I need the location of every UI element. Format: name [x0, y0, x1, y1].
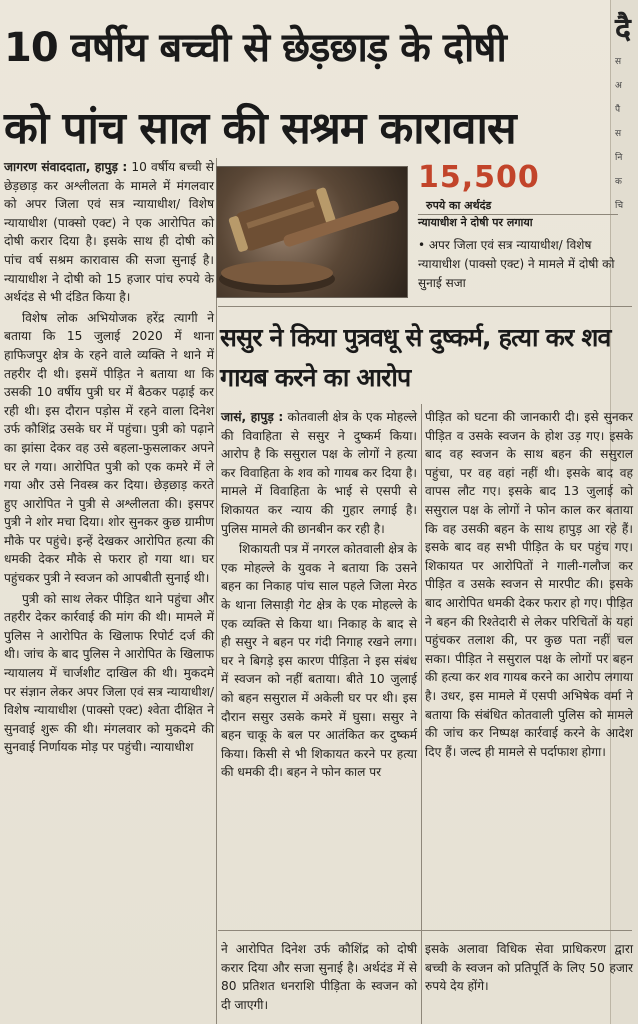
fine-box: [418, 160, 618, 230]
adjacent-text-fragment: चि: [615, 201, 624, 211]
story1-para2: विशेष लोक अभियोजक हरेंद्र त्यागी ने बताया कि 15 जुलाई 2020 में थाना हाफिजपुर क्षेत्र के रहने वाले व्यक्ति ने थाने में तहरीर दी थी। इसमें पीड़ित ने बताया था कि उसकी 10 वर्षीय पुत्री घर में बैठकर पढ़ाई कर रही थी। इस दौरान पड़ोस में रहने वाला दिनेश उर्फ कौशिंद्र उसके घर में पहुंचा। पुत्री को पढ़ाने का झांसा देकर वह उसे बहला-फुसलाकर अपने घर ले गया। आरोपित पुत्री को एक कमरे में ले गया और उसे निवस्त्र कर दिया। छेड़छाड़ करते हुए आरोपित ने पुत्री से अश्लीलता की। इसपर पुत्री ने शोर मचा दिया। शोर सुनकर कुछ ग्रामीण मौके पर पहुंचे। इन्हें देखकर आरोपित हत्या की धमकी देकर मौके से फरार हो गया था। घर पहुंचकर पुत्री ने स्वजन को आपबीती सुनाई थी।: [4, 310, 214, 586]
story2-para3: पीड़ित को घटना की जानकारी दी। इसे सुनकर पीड़ित व उसके स्वजन के होश उड़ गए। इसके बाद वह स्वजन के साथ बहन की ससुराल पहुंचा, पर वह वहां नहीं थी। इसके बाद वह वापस लौट गए। इसके बाद 13 जुलाई को ससुराल पक्ष के लोगों ने फोन काल कर बताया कि वह उसकी बहन के साथ हापुड़ आ रहे हैं। इसके बाद वह सभी पीड़ित के घर पहुंच गए। शिकायत पर आरोपितों ने गाली-गलौज कर पीड़ित व उसके स्वजन से मारपीट की। इसके बाद आरोपित धमकी देकर फरार हो गए। पीड़ित ने बहन की रिश्तेदारी से लेकर परिचितों के यहां पहुंचकर तलाश की, पर कुछ पता नहीं चल सका। पीड़ित ने ससुराल पक्ष के लोगों पर बहन की हत्या कर शव गायब करने का आरोप लगाया है। उधर, इस मामले में एसपी अभिषेक वर्मा ने बताया कि संबंधित कोतवाली पुलिस को मामले की जांच कर निष्पक्ष कार्रवाई करने के आदेश दिए हैं। जल्द ही मामले से पर्दाफाश होगा।: [425, 410, 633, 759]
story1-continuation-a: ने आरोपित दिनेश उर्फ कौशिंद्र को दोषी करार दिया और सजा सुनाई है। अर्थदंड में से 80 प्रतिशत धनराशि पीड़िता के स्वजन को दी जाएगी।: [221, 942, 417, 1012]
story2-para1: कोतवाली क्षेत्र के एक मोहल्ले की विवाहिता से ससुर ने दुष्कर्म किया। आरोप है कि ससुराल पक्ष के लोगों ने हत्या कर विवाहिता के शव को गायब कर दिया है। मामले में विवाहिता के भाई से एसपी से शिकायत कर न्याय की गुहार लगाई है। पुलिस मामले की छानबीन कर रही है।: [221, 410, 418, 536]
story2-column-b: [425, 408, 633, 763]
story1-para1: 10 वर्षीय बच्ची से छेड़छाड़ कर अश्लीलता के मामले में मंगलवार को अपर जिला एवं सत्र न्यायाधीश/ विशेष न्यायाधीश (पाक्सो एक्ट) ने एक आरोपित को दोषी करार दिया है। इसके साथ ही दोषी को पांच वर्ष सश्रम कारावास की सजा सुनाई है। न्यायाधीश ने दोषी को 15 हजार पांच रुपये के अर्थदंड से भी दंडित किया है।: [4, 160, 214, 305]
story2-byline: जासं, हापुड़ :: [221, 410, 284, 424]
story1-byline: जागरण संवाददाता, हापुड़ :: [4, 160, 128, 174]
adjacent-text-fragment: स: [615, 57, 622, 67]
summary-bullet: • अपर जिला एवं सत्र न्यायाधीश/ विशेष न्यायाधीश (पाक्सो एक्ट) ने मामले में दोषी को सुनाई सजा: [418, 238, 615, 290]
story-divider: [218, 930, 632, 931]
adjacent-text-fragment: नि: [615, 153, 623, 163]
story1-para3: पुत्री को साथ लेकर पीड़ित थाने पहुंचा और तहरीर देकर कार्रवाई की मांग की थी। मामले में पुलिस ने आरोपित के खिलाफ रिपोर्ट दर्ज की थी। जांच के बाद पुलिस ने आरोपित के खिलाफ न्यायालय में चार्जशीट दाखिल की थी। मुकदमे पर संज्ञान लेकर अपर जिला एवं सत्र न्यायाधीश/ विशेष न्यायाधीश (पाक्सो एक्ट) श्वेता दीक्षित ने सुनवाई शुरू की थी। मंगलवार को मुकदमे की सुनवाई निर्णायक मोड़ पर पहुंची। न्यायाधीश: [4, 591, 214, 755]
story2-column-a: [221, 408, 417, 784]
story2-headline: ससुर ने किया पुत्रवधू से दुष्कर्म, हत्या कर शव गायब करने का आरोप: [220, 323, 611, 392]
adjacent-text-fragment: पै: [615, 105, 621, 115]
adjacent-headline-fragment: दै: [615, 12, 631, 47]
story2-para2: शिकायती पत्र में नगरल कोतवाली क्षेत्र के एक मोहल्ले के युवक ने बताया कि उसने बहन का निकाह पांच साल पहले जिला मेरठ के थाना लिसाड़ी गेट क्षेत्र के एक मोहल्ले के एक व्यक्ति से किया था। निकाह के बाद से ही ससुर ने बहन पर गंदी निगाह रखने लगा। घर ने बिगड़े इस कारण पीड़िता ने इस संबंध में स्वजन को नहीं बताया। बीते 10 जुलाई को बहन ससुराल में अकेली घर पर थी। इस दौरान ससुर उसके कमरे में घुसा। ससुर ने बहन चाकू के बल पर आतंकित कर दुष्कर्म किया। किसी से भी शिकायत करने पर हत्या की धमकी दी। बहन ने फोन काल पर: [221, 542, 417, 780]
column-divider: [421, 404, 422, 1024]
fine-unit: रुपये का अर्थदंड: [426, 198, 492, 212]
main-headline-line2: को पांच साल की सश्रम कारावास: [4, 103, 516, 154]
gavel-photo: [216, 166, 408, 298]
fine-amount: 15,500: [418, 160, 540, 195]
story-divider: [218, 306, 632, 307]
fine-caption: न्यायाधीश ने दोषी पर लगाया: [418, 216, 533, 229]
adjacent-text-fragment: अ: [615, 81, 622, 91]
gavel-icon: [217, 167, 408, 298]
fine-box-divider: [418, 214, 618, 215]
adjacent-text-fragment: स: [615, 129, 622, 139]
story1-continuation-b: इसके अलावा विधिक सेवा प्राधिकरण द्वारा बच्ची के स्वजन को प्रतिपूर्ति के लिए 50 हजार रुपये देय होंगे।: [425, 942, 633, 994]
story1-column: [4, 158, 214, 759]
main-headline-line1: 10 वर्षीय बच्ची से छेड़छाड़ के दोषी: [4, 25, 506, 71]
adjacent-text-fragment: क: [615, 177, 622, 187]
